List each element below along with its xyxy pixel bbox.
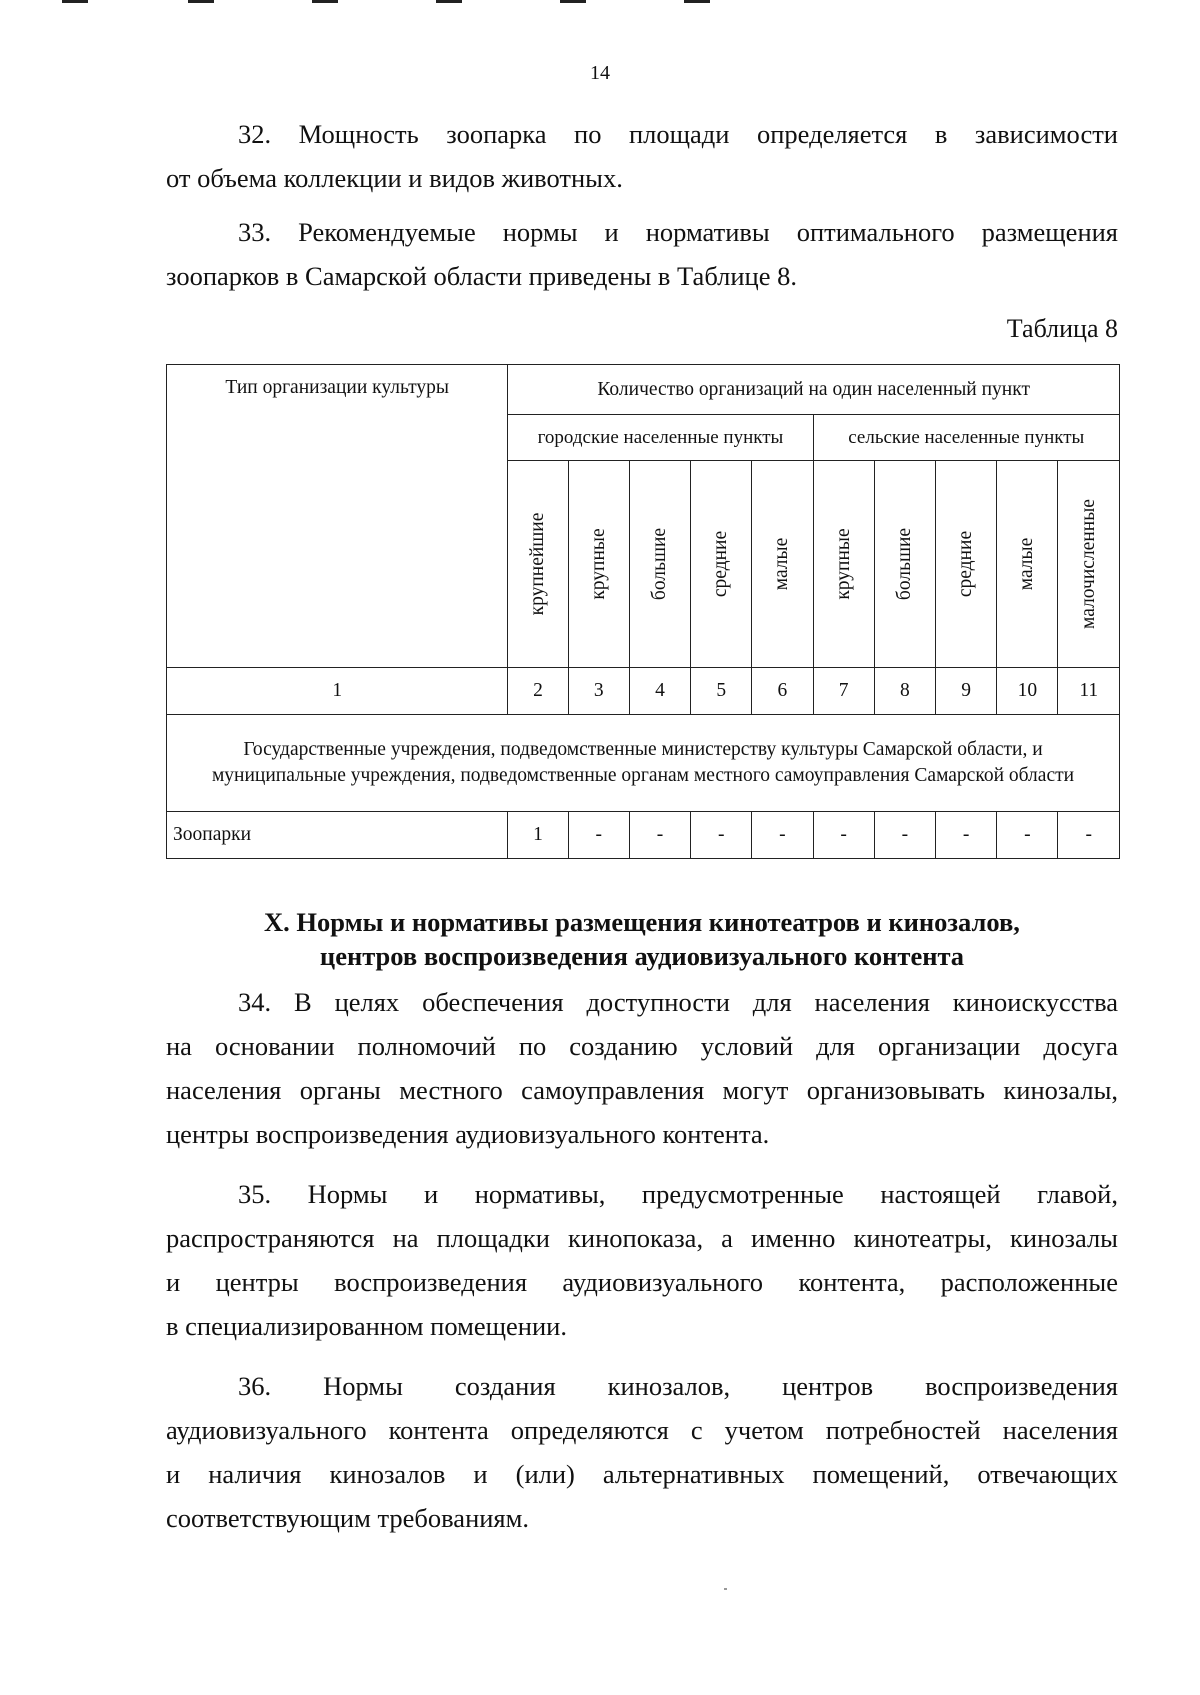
col-label: малые (1016, 537, 1038, 591)
column-number: 6 (752, 668, 813, 715)
col-label: малые (771, 537, 793, 591)
paragraph-line: на основании полномочий по созданию условий для организации досуга (166, 1031, 1118, 1061)
header-urban-col (691, 461, 752, 668)
col-label: средние (955, 530, 977, 598)
row-value: - (629, 812, 690, 859)
row-value: - (568, 812, 629, 859)
page-number: 14 (590, 62, 610, 84)
paragraph-line: аудиовизуального контента определяются с учетом потребностей населения (166, 1415, 1118, 1445)
zoo-norms-table (166, 364, 1120, 859)
table-row (167, 812, 1120, 859)
header-urban-col (629, 461, 690, 668)
column-number: 7 (813, 668, 874, 715)
paragraph-line: и центры воспроизведения аудиовизуального контента, расположенные (166, 1267, 1118, 1297)
row-value: - (752, 812, 813, 859)
header-urban-col (508, 461, 568, 668)
col-label: крупнейшие (526, 512, 548, 616)
paragraph-line: 35. Нормы и нормативы, предусмотренные настоящей главой, (238, 1179, 1118, 1209)
row-value: - (813, 812, 874, 859)
paragraph-line: 32. Мощность зоопарка по площади определяется в зависимости (238, 119, 1118, 149)
row-value: - (691, 812, 752, 859)
header-urban-group: городские населенные пункты (508, 415, 813, 461)
row-value: - (997, 812, 1058, 859)
scan-edge-marks (0, 0, 1200, 4)
paragraph-36 (166, 1364, 1118, 1540)
paragraph-line: 34. В целях обеспечения доступности для населения киноискусства (238, 987, 1118, 1017)
col-label: крупные (587, 528, 609, 600)
paragraph-line: от объема коллекции и видов животных. (166, 163, 623, 193)
paragraph-line: 33. Рекомендуемые нормы и нормативы оптимального размещения (238, 217, 1118, 247)
header-urban-col (568, 461, 629, 668)
paragraph-line: в специализированном помещении. (166, 1311, 567, 1341)
col-label: средние (710, 530, 732, 598)
col-label: малочисленные (1077, 499, 1099, 629)
header-rural-col (874, 461, 935, 668)
paragraph-line: распространяются на площадки кинопоказа, а именно кинотеатры, кинозалы (166, 1223, 1118, 1253)
table-section-row: Государственные учреждения, подведомственные министерству культуры Самарской области, и муниципальные учреждения, подведомственные органам местного самоуправления Самарской области (167, 715, 1120, 812)
section-heading-line: X. Нормы и нормативы размещения кинотеатров и кинозалов, (264, 907, 1020, 937)
paragraph-line: центры воспроизведения аудиовизуального контента. (166, 1119, 770, 1149)
row-value: 1 (508, 812, 568, 859)
paragraph-line: 36. Нормы создания кинозалов, центров воспроизведения (238, 1371, 1118, 1401)
column-number: 5 (691, 668, 752, 715)
paragraph-32 (166, 112, 1118, 200)
paragraph-line: и наличия кинозалов и (или) альтернативных помещений, отвечающих (166, 1459, 1118, 1489)
header-org-type: Тип организации культуры (167, 365, 508, 668)
header-rural-col (1058, 461, 1120, 668)
column-number-row (167, 668, 1120, 715)
header-rural-col (936, 461, 997, 668)
row-value: - (1058, 812, 1120, 859)
column-number: 1 (167, 668, 508, 715)
column-number: 11 (1058, 668, 1120, 715)
paragraph-33 (166, 210, 1118, 298)
section-heading (166, 905, 1118, 973)
header-rural-col (997, 461, 1058, 668)
paragraph-34 (166, 980, 1118, 1156)
col-label: большие (648, 527, 670, 601)
column-number: 9 (936, 668, 997, 715)
header-quantity: Количество организаций на один населенный пункт (508, 365, 1120, 415)
scan-speck (724, 1588, 727, 1590)
column-number: 2 (508, 668, 568, 715)
table-label: Таблица 8 (1006, 314, 1118, 343)
row-value: - (936, 812, 997, 859)
header-rural-col (813, 461, 874, 668)
paragraph-line: соответствующим требованиям. (166, 1503, 530, 1533)
paragraph-line: зоопарков в Самарской области приведены в Таблице 8. (166, 261, 797, 291)
column-number: 4 (629, 668, 690, 715)
row-name: Зоопарки (167, 812, 508, 859)
paragraph-35 (166, 1172, 1118, 1348)
column-number: 3 (568, 668, 629, 715)
column-number: 8 (874, 668, 935, 715)
header-urban-col (752, 461, 813, 668)
col-label: большие (893, 527, 915, 601)
header-rural-group: сельские населенные пункты (813, 415, 1119, 461)
section-heading-line: центров воспроизведения аудиовизуального контента (319, 941, 965, 971)
paragraph-line: населения органы местного самоуправления могут организовывать кинозалы, (166, 1075, 1118, 1105)
row-value: - (874, 812, 935, 859)
col-label: крупные (832, 528, 854, 600)
column-number: 10 (997, 668, 1058, 715)
